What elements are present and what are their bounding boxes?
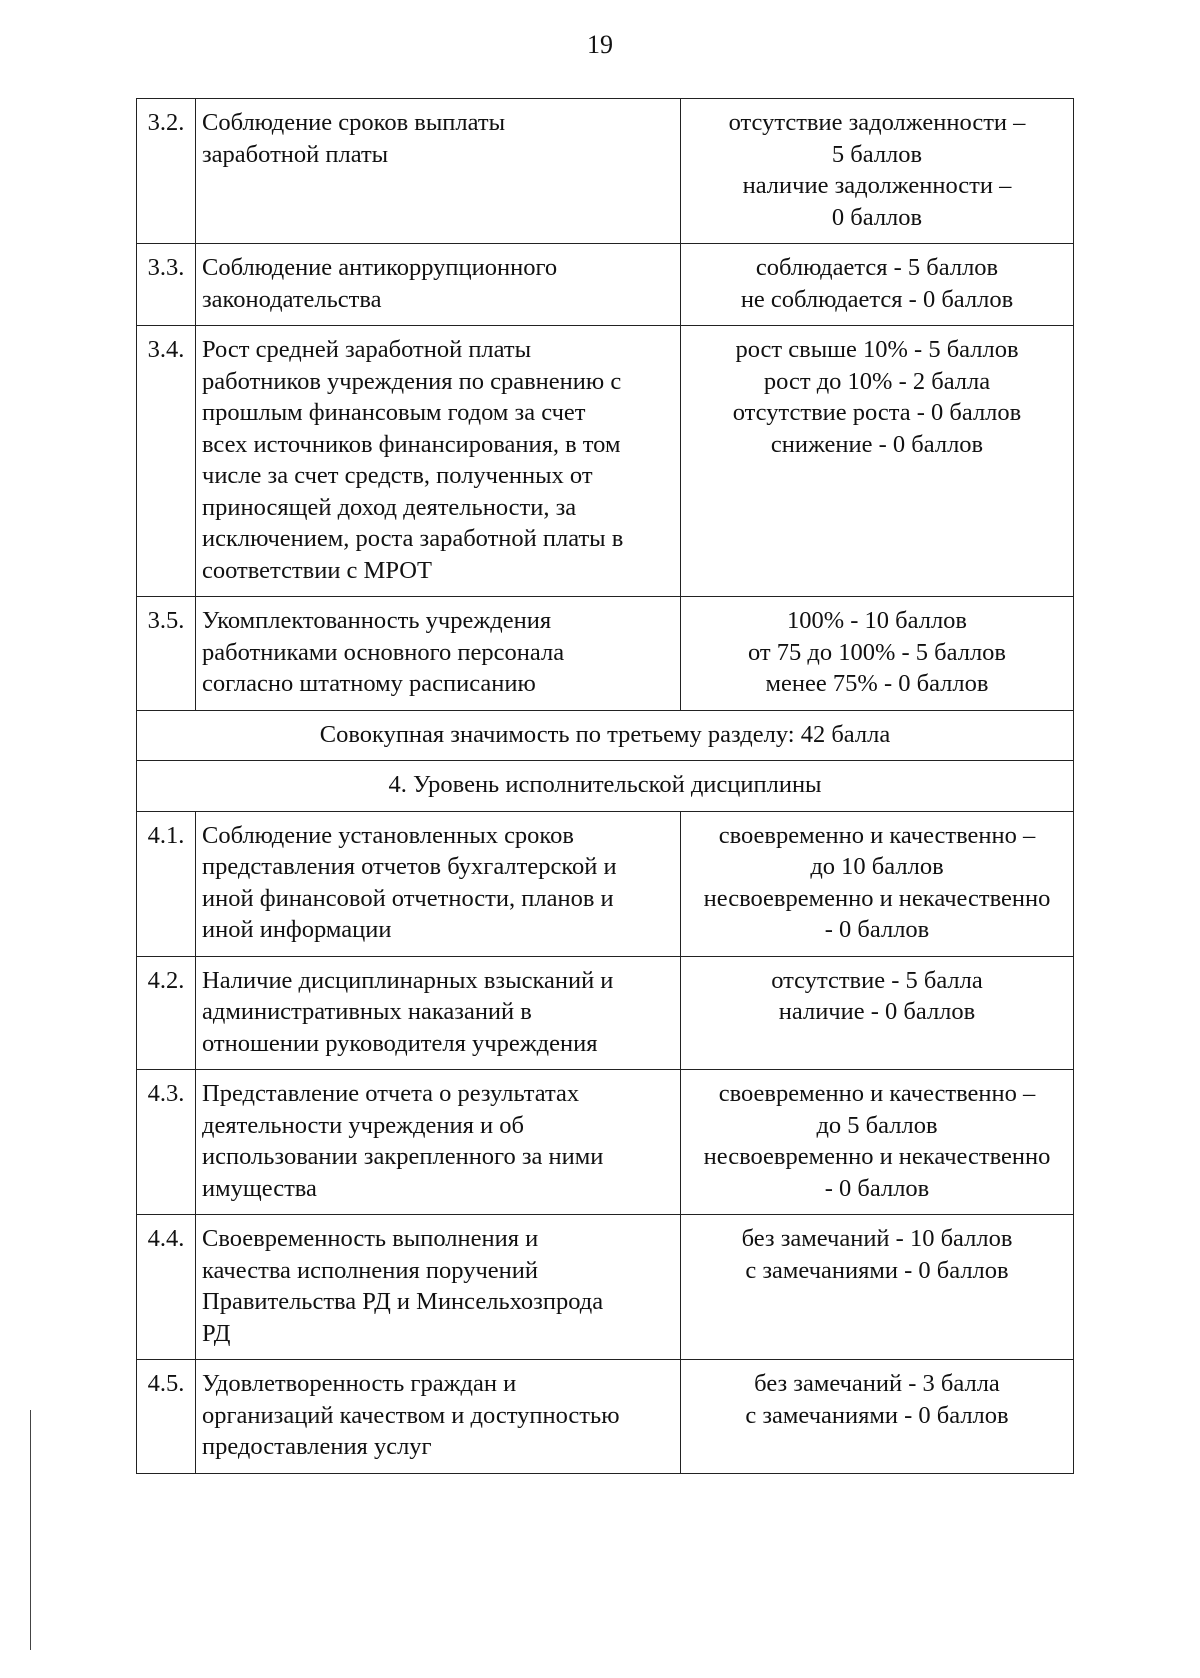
description-line: Укомплектованность учреждения	[202, 607, 552, 634]
criterion-description	[196, 99, 681, 244]
section-4-heading: 4. Уровень исполнительской дисциплины	[137, 761, 1074, 812]
description-line: использовании закрепленного за ними	[202, 1143, 604, 1170]
description-line: предоставления услуг	[202, 1433, 432, 1460]
criterion-description	[196, 956, 681, 1070]
score-line: отсутствие задолженности –	[728, 109, 1026, 136]
criterion-description	[196, 1070, 681, 1215]
table-row	[137, 956, 1074, 1070]
row-number: 4.5.	[137, 1360, 196, 1474]
score-line: своевременно и качественно –	[718, 821, 1036, 849]
criterion-score	[681, 99, 1074, 244]
table-row	[137, 597, 1074, 711]
row-number: 3.4.	[137, 326, 196, 597]
score-line: - 0 баллов	[824, 916, 930, 943]
description-line: числе за счет средств, полученных от	[202, 462, 593, 489]
score-line: несвоевременно и некачественно	[703, 884, 1051, 912]
table-row	[137, 1070, 1074, 1215]
description-line: Рост средней заработной платы	[202, 336, 532, 363]
score-line: с замечаниями - 0 баллов	[745, 1401, 1009, 1429]
score-line: несвоевременно и некачественно	[703, 1143, 1051, 1170]
score-line: рост до 10% - 2 балла	[763, 367, 991, 395]
score-line: до 10 баллов	[810, 853, 944, 880]
score-line: без замечаний - 10 баллов	[741, 1225, 1013, 1252]
score-line: отсутствие - 5 балла	[771, 966, 983, 994]
row-number: 4.2.	[137, 956, 196, 1070]
table-row	[137, 811, 1074, 956]
score-line: до 5 баллов	[816, 1111, 938, 1139]
description-line: работниками основного персонала	[202, 638, 565, 666]
criterion-score	[681, 597, 1074, 711]
criterion-score	[681, 1215, 1074, 1360]
score-line: 100% - 10 баллов	[786, 607, 968, 634]
criterion-description	[196, 811, 681, 956]
section-3-rows	[137, 99, 1074, 711]
description-line: Своевременность выполнения и	[202, 1225, 539, 1252]
description-line: РД	[202, 1319, 231, 1347]
criteria-table	[136, 98, 1074, 1474]
section-heading-row	[137, 761, 1074, 812]
description-line: заработной платы	[202, 140, 389, 168]
section-total-row	[137, 710, 1074, 761]
page-number: 19	[587, 30, 613, 59]
description-line: законодательства	[202, 285, 382, 313]
criterion-description	[196, 1215, 681, 1360]
criterion-score	[681, 1360, 1074, 1474]
score-line: от 75 до 100% - 5 баллов	[748, 638, 1006, 666]
criterion-score	[681, 244, 1074, 326]
criterion-description	[196, 1360, 681, 1474]
criterion-score	[681, 1070, 1074, 1215]
criterion-description	[196, 244, 681, 326]
criterion-score	[681, 811, 1074, 956]
description-line: соответствии с МРОТ	[202, 556, 432, 584]
score-line: менее 75% - 0 баллов	[765, 670, 989, 697]
score-line: 0 баллов	[831, 203, 923, 231]
criterion-score	[681, 326, 1074, 597]
description-line: иной информации	[202, 916, 392, 943]
description-line: представления отчетов бухгалтерской и	[202, 853, 617, 880]
description-line: Соблюдение сроков выплаты	[202, 109, 506, 136]
score-line: 5 баллов	[831, 140, 923, 168]
table-row	[137, 99, 1074, 244]
description-line: Соблюдение установленных сроков	[202, 821, 574, 849]
score-line: не соблюдается - 0 баллов	[740, 285, 1014, 313]
description-line: Соблюдение антикоррупционного	[202, 254, 558, 281]
description-line: деятельности учреждения и об	[202, 1111, 524, 1139]
scan-margin-line	[30, 1410, 31, 1650]
table-row	[137, 326, 1074, 597]
score-line: соблюдается - 5 баллов	[755, 254, 999, 281]
table-row	[137, 244, 1074, 326]
table-row	[137, 1360, 1074, 1474]
score-line: наличие - 0 баллов	[778, 998, 976, 1025]
description-line: согласно штатному расписанию	[202, 670, 536, 697]
description-line: организаций качеством и доступностью	[202, 1401, 620, 1429]
description-line: Наличие дисциплинарных взысканий и	[202, 966, 614, 994]
description-line: Удовлетворенность граждан и	[202, 1370, 517, 1397]
section-3-total	[137, 710, 1074, 761]
table-row	[137, 1215, 1074, 1360]
row-number: 3.3.	[137, 244, 196, 326]
score-line: отсутствие роста - 0 баллов	[732, 399, 1022, 426]
criterion-score	[681, 956, 1074, 1070]
section-4-rows	[137, 811, 1074, 1473]
row-number: 3.5.	[137, 597, 196, 711]
section-3-total-label: Совокупная значимость по третьему разделу: 42 балла	[137, 710, 1074, 761]
description-line: работников учреждения по сравнению с	[202, 367, 622, 395]
score-line: своевременно и качественно –	[718, 1080, 1036, 1107]
description-line: отношении руководителя учреждения	[202, 1029, 598, 1057]
description-line: иной финансовой отчетности, планов и	[202, 884, 614, 912]
section-4-header	[137, 761, 1074, 812]
score-line: - 0 баллов	[824, 1174, 930, 1202]
description-line: приносящей доход деятельности, за	[202, 493, 577, 521]
score-line: без замечаний - 3 балла	[754, 1370, 1000, 1397]
row-number: 3.2.	[137, 99, 196, 244]
score-line: наличие задолженности –	[742, 172, 1012, 199]
row-number: 4.3.	[137, 1070, 196, 1215]
criterion-description	[196, 597, 681, 711]
row-number: 4.4.	[137, 1215, 196, 1360]
criterion-description	[196, 326, 681, 597]
description-line: всех источников финансирования, в том	[202, 430, 621, 458]
score-line: с замечаниями - 0 баллов	[745, 1256, 1009, 1284]
description-line: Представление отчета о результатах	[202, 1080, 580, 1107]
score-line: снижение - 0 баллов	[770, 430, 984, 458]
row-number: 4.1.	[137, 811, 196, 956]
description-line: имущества	[202, 1174, 317, 1202]
description-line: административных наказаний в	[202, 998, 532, 1025]
description-line: Правительства РД и Минсельхозпрода	[202, 1288, 604, 1315]
description-line: прошлым финансовым годом за счет	[202, 399, 586, 426]
description-line: качества исполнения поручений	[202, 1256, 538, 1284]
description-line: исключением, роста заработной платы в	[202, 525, 624, 552]
score-line: рост свыше 10% - 5 баллов	[735, 336, 1019, 363]
